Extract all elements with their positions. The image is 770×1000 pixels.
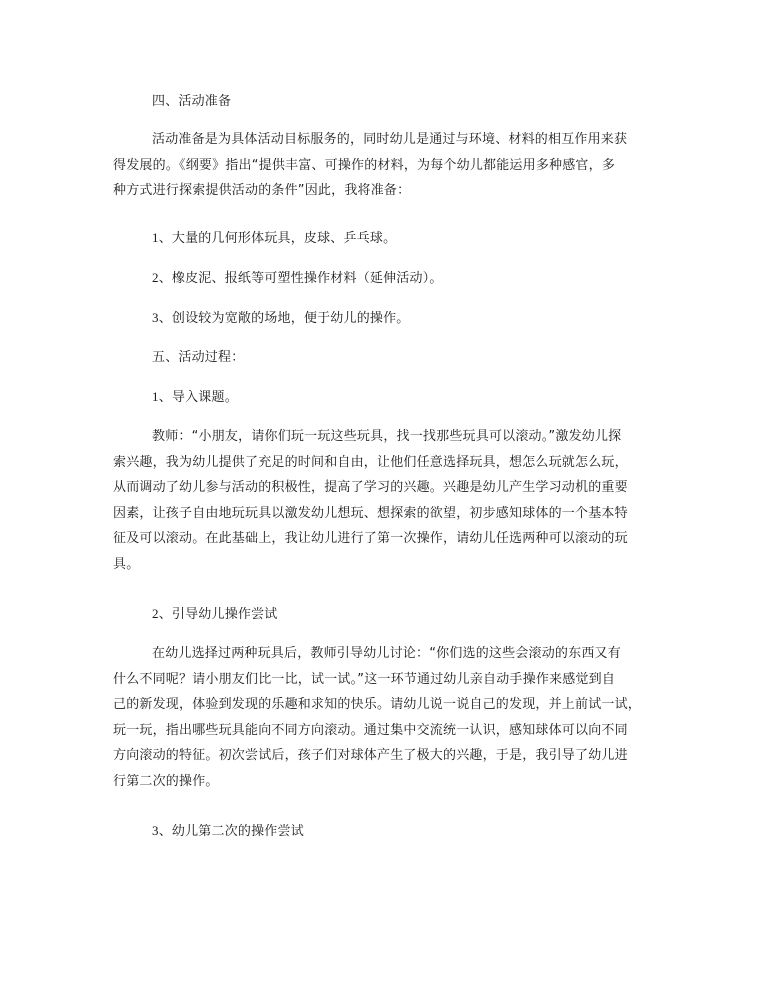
list-text: 橡皮泥、报纸等可塑性操作材料（延伸活动）。 (171, 271, 443, 286)
paragraph-line: 因素，让孩子自由地玩玩具以激发幼儿想玩、想探索的欲望，初步感知球体的一个基本特 (113, 505, 628, 521)
step-2-paragraph (113, 641, 665, 794)
list-text: 创设较为宽敞的场地，便于幼儿的操作。 (171, 311, 410, 326)
paragraph-line: 种方式进行探索提供活动的条件”因此，我将准备： (113, 183, 411, 198)
heading-text: 五、活动过程： (152, 350, 245, 365)
step-2-heading (113, 601, 665, 628)
paragraph-line: 活动准备是为具体活动目标服务的，同时幼儿是通过与环境、材料的相互作用来获 (152, 132, 628, 147)
step-text: 引导幼儿操作尝试 (171, 607, 278, 622)
step-text: 幼儿第二次的操作尝试 (171, 824, 304, 839)
list-item (113, 305, 665, 332)
step-1-paragraph (113, 424, 665, 577)
step-number: 3、 (152, 823, 172, 838)
list-item (113, 225, 665, 252)
paragraph-line: 方向滚动的特征。初次尝试后，孩子们对球体产生了极大的兴趣，于是，我引导了幼儿进 (113, 748, 628, 763)
paragraph-line: 行第二次的操作。 (113, 773, 219, 789)
list-number: 3、 (152, 310, 172, 325)
list-item (113, 265, 665, 292)
step-number: 2、 (152, 606, 172, 621)
paragraph-line: 具。 (113, 556, 140, 572)
list-number: 2、 (152, 270, 172, 285)
paragraph-line: 征及可以滚动。在此基础上，我让幼儿进行了第一次操作，请幼儿任选两种可以滚动的玩 (113, 531, 628, 546)
paragraph-line: 什么不同呢？请小朋友们比一比，试一试。”这一环节通过幼儿亲自动手操作来感觉到自 (113, 671, 616, 687)
paragraph-line: 索兴趣，我为幼儿提供了充足的时间和自由，让他们任意选择玩具，想怎么玩就怎么玩， (113, 454, 628, 470)
paragraph-line: 玩一玩，指出哪些玩具能向不同方向滚动。通过集中交流统一认识，感知球体可以向不同 (113, 722, 628, 738)
heading-text: 四、活动准备 (152, 94, 232, 109)
section-4-heading (113, 89, 665, 115)
step-3-heading (113, 818, 665, 845)
list-text: 大量的几何形体玩具，皮球、乒乓球。 (171, 231, 397, 246)
paragraph-line: 从而调动了幼儿参与活动的积极性，提高了学习的兴趣。兴趣是幼儿产生学习动机的重要 (113, 480, 628, 495)
step-1-heading (113, 384, 665, 411)
paragraph-line: 在幼儿选择过两种玩具后，教师引导幼儿讨论：“你们选的这些会滚动的东西又有 (152, 646, 621, 661)
paragraph-line: 己的新发现，体验到发现的乐趣和求知的快乐。请幼儿说一说自己的发现，并上前试一试， (113, 697, 642, 712)
section-4-paragraph (113, 127, 665, 204)
step-text: 导入课题。 (171, 390, 238, 405)
paragraph-line: 得发展的。《纲要》指出“提供丰富、可操作的材料，为每个幼儿都能运用多种感官，多 (113, 157, 616, 173)
step-number: 1、 (152, 389, 172, 404)
section-5-heading (113, 345, 665, 371)
paragraph-line: 教师：“小朋友，请你们玩一玩这些玩具，找一找那些玩具可以滚动。”激发幼儿探 (152, 429, 622, 444)
list-number: 1、 (152, 230, 172, 245)
